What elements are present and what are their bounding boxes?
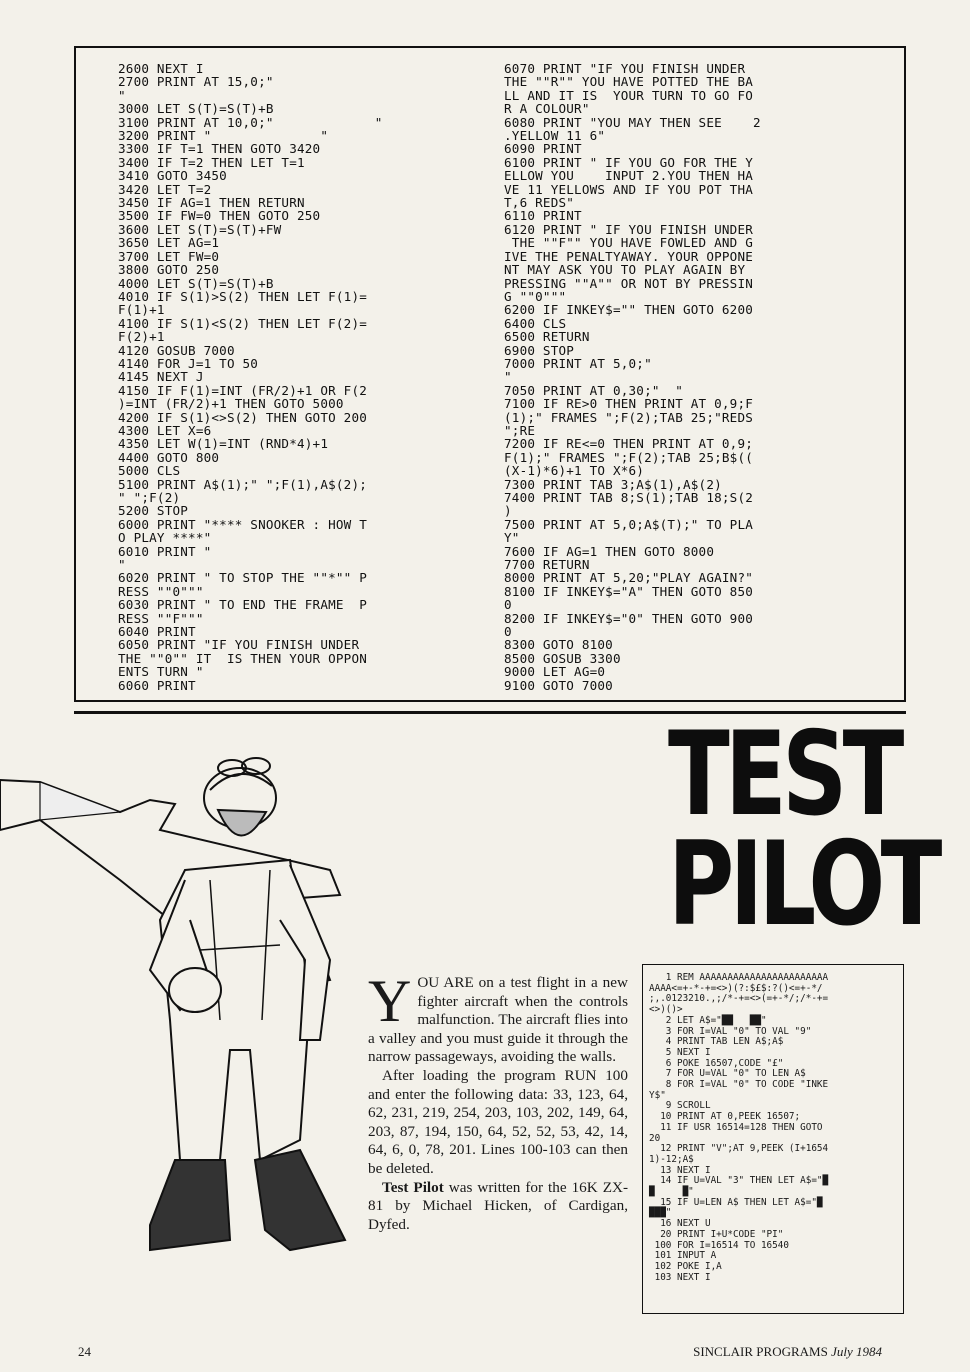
code-line: 11 IF USR 16514=128 THEN GOTO — [649, 1121, 823, 1133]
code-line: Y" — [504, 530, 520, 546]
code-line: IVE THE PENALTYAWAY. YOUR OPPONE — [504, 248, 754, 264]
code-line: 4145 NEXT J — [118, 369, 204, 385]
code-line: 100 FOR I=16514 TO 16540 — [649, 1239, 789, 1251]
code-line: 1)-12;A$ — [649, 1153, 694, 1165]
code-line: 12 PRINT "V";AT 9,PEEK (I+1654 — [649, 1143, 829, 1155]
code-line: 5000 CLS — [118, 463, 181, 479]
code-line: 3420 LET T=2 — [118, 181, 212, 197]
code-line: 4400 GOTO 800 — [118, 449, 220, 465]
code-line: ;,.0123210.,;/*-+=<>(=+-*/;/*-+= — [649, 993, 829, 1005]
code-line: 3 FOR I=VAL "0" TO VAL "9" — [649, 1025, 812, 1037]
page-number: 24 — [78, 1344, 91, 1359]
code-line: 20 — [649, 1132, 661, 1144]
code-line: 20 PRINT I+U*CODE "PI" — [649, 1228, 784, 1240]
article-paragraph-3-text: was written for the 16K ZX-81 by Michael Hicken, of Cardigan, Dyfed. — [368, 1178, 629, 1233]
code-line: 6900 STOP — [504, 342, 575, 358]
code-line: 9100 GOTO 7000 — [504, 677, 613, 693]
code-line: 7700 RETURN — [504, 557, 590, 573]
code-line: 2 LET A$="██ ██" — [649, 1014, 767, 1026]
code-line: 4140 FOR J=1 TO 50 — [118, 355, 259, 371]
code-line: ) — [504, 503, 512, 519]
code-line: " — [118, 87, 126, 103]
code-line: F(2)+1 — [118, 329, 165, 345]
code-line: (X-1)*6)+1 TO X*6) — [504, 463, 645, 479]
code-line: 6110 PRINT — [504, 208, 582, 224]
article-title — [668, 707, 938, 952]
title-line-1: TEST — [668, 707, 900, 842]
code-line: 3100 PRINT AT 10,0;" " — [118, 114, 383, 130]
program-name: Test Pilot — [382, 1178, 444, 1196]
code-line: RESS ""0""" — [118, 583, 204, 599]
code-line: 7600 IF AG=1 THEN GOTO 8000 — [504, 543, 715, 559]
article-body — [368, 968, 629, 1234]
code-line: T,6 REDS" — [504, 195, 575, 211]
code-line: 7200 IF RE<=0 THEN PRINT AT 0,9; — [504, 436, 754, 452]
code-line: THE ""R"" YOU HAVE POTTED THE BA — [504, 74, 754, 90]
code-line: 8000 PRINT AT 5,20;"PLAY AGAIN?" — [504, 570, 754, 586]
code-line: ███" — [649, 1207, 672, 1219]
code-line: 3400 IF T=2 THEN LET T=1 — [118, 154, 305, 170]
code-line: NT MAY ASK YOU TO PLAY AGAIN BY — [504, 262, 746, 278]
code-line: 3700 LET FW=0 — [118, 248, 220, 264]
code-line: 3650 LET AG=1 — [118, 235, 220, 251]
code-line: 7 FOR U=VAL "0" TO LEN A$ — [649, 1068, 806, 1080]
code-line: 1 REM AAAAAAAAAAAAAAAAAAAAAAA — [649, 972, 829, 983]
code-line: 7300 PRINT TAB 3;A$(1),A$(2) — [504, 476, 722, 492]
code-line: RESS ""F""" — [118, 610, 204, 626]
code-line: 6050 PRINT "IF YOU FINISH UNDER — [118, 637, 360, 653]
code-line: 6080 PRINT "YOU MAY THEN SEE 2 — [504, 114, 761, 130]
code-line: 4 PRINT TAB LEN A$;A$ — [649, 1036, 784, 1048]
code-line: 3600 LET S(T)=S(T)+FW — [118, 221, 282, 237]
code-line: 4000 LET S(T)=S(T)+B — [118, 275, 274, 291]
code-line: <>)()> — [649, 1004, 683, 1016]
code-line: 6070 PRINT "IF YOU FINISH UNDER — [504, 61, 746, 76]
article-paragraph-1-text: OU ARE on a test flight in a new fighter aircraft when the controls malfunction. The aircraft flies into a valley and you must guide it through the narrow passageways, avoiding the walls. — [368, 974, 628, 1066]
code-line: 6200 IF INKEY$="" THEN GOTO 6200 — [504, 302, 754, 318]
drop-cap: Y — [368, 968, 412, 1034]
code-line: 0 — [504, 624, 512, 640]
code-line: 6090 PRINT — [504, 141, 582, 157]
code-line: 8300 GOTO 8100 — [504, 637, 613, 653]
magazine-name: SINCLAIR PROGRAMS — [693, 1344, 828, 1359]
code-line: 7050 PRINT AT 0,30;" " — [504, 382, 683, 398]
code-line: 3300 IF T=1 THEN GOTO 3420 — [118, 141, 321, 157]
code-line: .YELLOW 11 6" — [504, 128, 606, 144]
article-paragraph-3 — [368, 1179, 628, 1235]
code-line: 8500 GOSUB 3300 — [504, 650, 621, 666]
code-line: THE ""0"" IT IS THEN YOUR OPPON — [118, 650, 368, 666]
code-line: 6100 PRINT " IF YOU GO FOR THE Y — [504, 154, 754, 170]
code-line: PRESSING ""A"" OR NOT BY PRESSIN — [504, 275, 754, 291]
code-line: 3800 GOTO 250 — [118, 262, 220, 278]
code-line: LL AND IT IS YOUR TURN TO GO FO — [504, 87, 754, 103]
code-line: 8100 IF INKEY$="A" THEN GOTO 850 — [504, 583, 754, 599]
code-line: 4100 IF S(1)<S(2) THEN LET F(2)= — [118, 315, 368, 331]
code-line: 3500 IF FW=0 THEN GOTO 250 — [118, 208, 321, 224]
code-line: (1);" FRAMES ";F(2);TAB 25;"REDS — [504, 409, 754, 425]
code-line: 15 IF U=LEN A$ THEN LET A$="█ — [649, 1196, 823, 1208]
code-line: 9 SCROLL — [649, 1100, 711, 1112]
issue-date: July 1984 — [831, 1344, 882, 1359]
code-line: " — [118, 557, 126, 573]
code-line: 6010 PRINT " — [118, 543, 212, 559]
code-line: " ";F(2) — [118, 490, 181, 505]
code-line: 3000 LET S(T)=S(T)+B — [118, 101, 274, 117]
code-line: 3200 PRINT " " — [118, 128, 329, 144]
code-line: )=INT (FR/2)+1 THEN GOTO 5000 — [118, 396, 344, 412]
code-line: 5 NEXT I — [649, 1046, 711, 1058]
code-line: G ""0""" — [504, 288, 567, 304]
code-line: 5100 PRINT A$(1);" ";F(1),A$(2); — [118, 476, 368, 492]
code-line: THE ""F"" YOU HAVE FOWLED AND G — [504, 235, 754, 251]
test-pilot-listing — [642, 964, 904, 1314]
code-line: F(1)+1 — [118, 302, 165, 318]
listing-left-column — [118, 62, 383, 692]
code-line: 4300 LET X=6 — [118, 422, 212, 438]
code-line: 4350 LET W(1)=INT (RND*4)+1 — [118, 436, 329, 452]
code-line: 6500 RETURN — [504, 329, 590, 345]
code-line: 6 POKE 16507,CODE "£" — [649, 1057, 784, 1069]
code-line: 4150 IF F(1)=INT (FR/2)+1 OR F(2 — [118, 382, 368, 398]
code-line: 6120 PRINT " IF YOU FINISH UNDER — [504, 221, 754, 237]
code-line: 0 — [504, 597, 512, 613]
code-line: 2700 PRINT AT 15,0;" — [118, 74, 274, 90]
code-line: ";RE — [504, 422, 536, 438]
code-line: 9000 LET AG=0 — [504, 664, 606, 680]
code-line: O PLAY ****" — [118, 530, 212, 546]
code-line: AAAA<=+-*-+=<>)(?:$£$:?()<=+-*/ — [649, 982, 823, 994]
code-line: 4200 IF S(1)<>S(2) THEN GOTO 200 — [118, 409, 368, 425]
code-line: 6030 PRINT " TO END THE FRAME P — [118, 597, 368, 613]
code-line: 103 NEXT I — [649, 1271, 711, 1283]
code-line: 6400 CLS — [504, 315, 567, 331]
code-line: 5200 STOP — [118, 503, 189, 519]
code-line: 10 PRINT AT 0,PEEK 16507; — [649, 1111, 801, 1123]
code-line: █ █" — [649, 1186, 694, 1198]
code-line: VE 11 YELLOWS AND IF YOU POT THA — [504, 181, 754, 197]
code-line: 7100 IF RE>0 THEN PRINT AT 0,9;F — [504, 396, 754, 412]
code-line: 6020 PRINT " TO STOP THE ""*"" P — [118, 570, 368, 586]
code-line: 102 POKE I,A — [649, 1260, 722, 1272]
code-line: 2600 NEXT I — [118, 61, 204, 76]
code-line: 6040 PRINT — [118, 624, 196, 640]
code-line: 6000 PRINT "**** SNOOKER : HOW T — [118, 516, 368, 532]
code-line: 7400 PRINT TAB 8;S(1);TAB 18;S(2 — [504, 490, 754, 505]
code-line: ENTS TURN " — [118, 664, 204, 680]
code-line: 101 INPUT A — [649, 1250, 717, 1262]
code-line: 3450 IF AG=1 THEN RETURN — [118, 195, 305, 211]
code-line: " — [504, 369, 512, 385]
code-line: 14 IF U=VAL "3" THEN LET A$="█ — [649, 1175, 829, 1187]
code-line: Y$" — [649, 1089, 666, 1101]
title-line-2: PILOT — [668, 817, 938, 952]
code-line: 3410 GOTO 3450 — [118, 168, 227, 184]
listing-right-column — [504, 62, 761, 692]
article-paragraph-2: After loading the program RUN 100 and enter the following data: 33, 123, 64, 62, 231, 219, 254, 203, 103, 202, 149, 64, 203, 87, 194, 150, 64, 52, 52, 53, 42, 14, 64, 6, 0, 78, 201. Lines 100-103 can then be deleted. — [368, 1066, 628, 1177]
code-line: 7000 PRINT AT 5,0;" — [504, 355, 652, 371]
code-line: 13 NEXT I — [649, 1164, 711, 1176]
code-line: 8 FOR I=VAL "0" TO CODE "INKE — [649, 1079, 829, 1091]
code-line: 7500 PRINT AT 5,0;A$(T);" TO PLA — [504, 516, 754, 532]
pilot-illustration — [0, 720, 360, 1280]
code-line: F(1);" FRAMES ";F(2);TAB 25;B$(( — [504, 449, 754, 465]
code-line: 4010 IF S(1)>S(2) THEN LET F(1)= — [118, 288, 368, 304]
code-line: ELLOW YOU INPUT 2.YOU THEN HA — [504, 168, 754, 184]
page-footer — [693, 1344, 882, 1360]
snooker-listing-box — [74, 46, 906, 702]
code-line: 16 NEXT U — [649, 1218, 711, 1230]
code-line: 4120 GOSUB 7000 — [118, 342, 235, 358]
code-line: 8200 IF INKEY$="0" THEN GOTO 900 — [504, 610, 754, 626]
code-line: 6060 PRINT — [118, 677, 196, 693]
article-paragraph-1 — [368, 968, 628, 1067]
code-line: R A COLOUR" — [504, 101, 590, 117]
